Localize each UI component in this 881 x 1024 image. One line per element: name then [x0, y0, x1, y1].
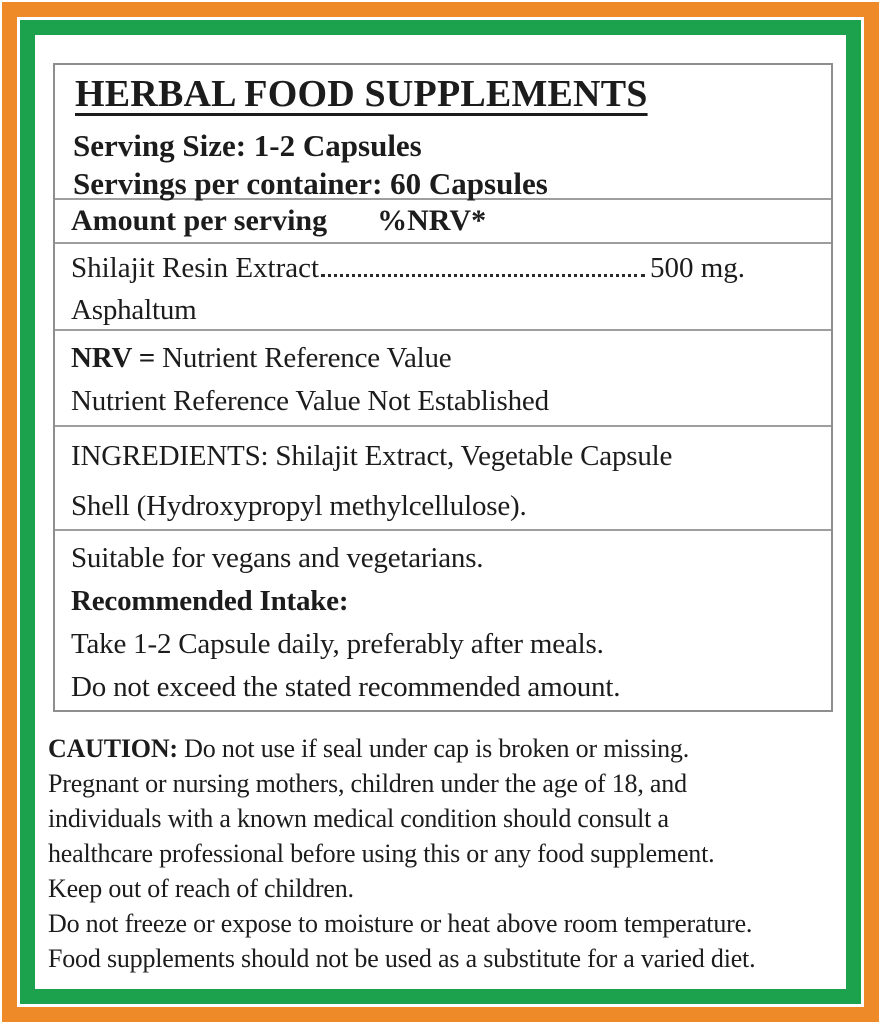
serving-size-line: Serving Size: 1-2 Capsules: [73, 128, 422, 163]
nrv-definition-line: [71, 337, 815, 380]
caution-paragraph: [48, 731, 846, 976]
caution-line-7: Food supplements should not be used as a substitute for a varied diet.: [48, 944, 756, 973]
label-content-area: [35, 35, 846, 989]
supplement-facts-box: [53, 63, 833, 712]
ingredients-line-1: [71, 431, 815, 481]
intake-instruction-line: Take 1-2 Capsule daily, preferably after meals.: [71, 628, 604, 660]
active-ingredient-section: [55, 242, 831, 329]
caution-line-3: individuals with a known medical condition should consult a: [48, 804, 669, 833]
intake-warning-line: Do not exceed the stated recommended amount.: [71, 671, 621, 703]
caution-line-6: Do not freeze or expose to moisture or heat above room temperature.: [48, 909, 753, 938]
suitable-note-line: Suitable for vegans and vegetarians.: [71, 542, 484, 574]
caution-line-1-rest: Do not use if seal under cap is broken or missing.: [177, 734, 690, 763]
caution-line-5: Keep out of reach of children.: [48, 874, 354, 903]
nrv-definition-bold: NRV =: [71, 342, 156, 374]
ingredients-line-2: Shell (Hydroxypropyl methylcellulose).: [71, 490, 527, 522]
recommended-intake-label: Recommended Intake:: [71, 585, 349, 617]
amount-per-serving-header: [55, 198, 831, 242]
ingredients-section: [55, 425, 831, 529]
ingredient-amount: 500 mg.: [649, 252, 745, 284]
ingredient-amount-row: [71, 247, 745, 289]
caution-line-2: Pregnant or nursing mothers, children under the age of 18, and: [48, 769, 687, 798]
nrv-definition-rest: Nutrient Reference Value: [155, 342, 452, 374]
caution-label: CAUTION:: [48, 734, 178, 763]
usage-section: [55, 529, 831, 710]
nrv-not-established-line: Nutrient Reference Value Not Established: [71, 385, 549, 417]
nrv-note-section: [55, 329, 831, 425]
servings-per-container-line: Servings per container: 60 Capsules: [73, 166, 548, 201]
dotted-leader: [321, 274, 645, 277]
nrv-column-label: %NRV*: [377, 204, 487, 237]
ingredients-line-1-rest: Shilajit Extract, Vegetable Capsule: [268, 440, 673, 472]
page-title: HERBAL FOOD SUPPLEMENTS: [75, 73, 648, 115]
amount-per-serving-label: Amount per serving: [71, 204, 328, 237]
ingredient-botanical-name: Asphaltum: [71, 294, 197, 326]
ingredients-label: INGREDIENTS:: [71, 440, 269, 472]
caution-line-1: [48, 731, 846, 766]
header-section: [55, 65, 831, 201]
caution-line-4: healthcare professional before using this or any food supplement.: [48, 839, 715, 868]
ingredient-name: Shilajit Resin Extract: [71, 252, 320, 284]
